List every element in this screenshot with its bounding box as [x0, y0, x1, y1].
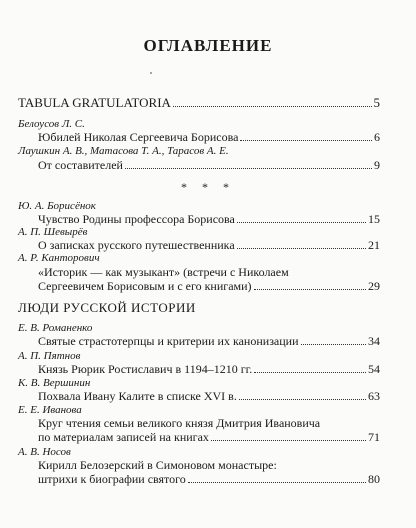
toc-entry [38, 212, 380, 226]
toc-author: А. П. Шевырёв [18, 226, 88, 238]
dot-leader [125, 168, 372, 169]
toc-entry [38, 472, 380, 486]
page-number: 5 [373, 95, 380, 110]
toc-entry [38, 158, 380, 172]
page-number: 34 [368, 334, 380, 348]
page-number: 6 [374, 130, 380, 144]
toc-entry [38, 430, 380, 444]
page-title: ОГЛАВЛЕНИЕ [143, 36, 273, 55]
dot-leader [254, 289, 366, 290]
dot-leader [237, 248, 366, 249]
toc-author: К. В. Вершинин [18, 377, 91, 389]
separator-asterisks: * * * [181, 180, 235, 194]
page-number: 29 [368, 279, 380, 293]
toc-entry [38, 389, 380, 403]
dot-leader [211, 440, 366, 441]
toc-entry-title-line1: Круг чтения семьи великого князя Дмитрия Ивановича [38, 416, 321, 430]
toc-entry-title-line1: «Историк — как музыкант» (встречи с Николаем [38, 265, 289, 279]
toc-author: А. В. Носов [18, 446, 71, 458]
toc-entry-title: От составителей [38, 158, 123, 172]
dot-leader [239, 399, 366, 400]
dot-leader [237, 222, 366, 223]
page-number: 9 [374, 158, 380, 172]
toc-entry-title: О записках русского путешественника [38, 238, 235, 252]
dot-leader [240, 140, 372, 141]
toc-entry-title: Юбилей Николая Сергеевича Борисова [38, 130, 239, 144]
toc-author: А. Р. Канторович [18, 252, 100, 264]
toc-entry [38, 130, 380, 144]
toc-author: Ю. А. Борисёнок [18, 200, 96, 212]
toc-entry-title: Чувство Родины профессора Борисова [38, 212, 235, 226]
toc-entry [38, 279, 380, 293]
toc-entry [38, 362, 380, 376]
toc-entry-title: Святые страстотерпцы и критерии их канонизации [38, 334, 299, 348]
dot-leader [173, 106, 372, 107]
dot-leader [188, 482, 366, 483]
page-number: 63 [368, 389, 380, 403]
toc-author: Е. Е. Иванова [18, 404, 82, 416]
page-number: 71 [368, 430, 380, 444]
dot-leader [301, 344, 366, 345]
toc-section-title: TABULA GRATULATORIA [18, 95, 171, 110]
toc-author: Белоусов Л. С. [18, 118, 85, 130]
page-number: 80 [368, 472, 380, 486]
toc-entry [38, 334, 380, 348]
print-speck [150, 72, 152, 74]
toc-section-tabula [18, 96, 380, 110]
page-number: 54 [368, 362, 380, 376]
page-number: 15 [368, 212, 380, 226]
section-heading: ЛЮДИ РУССКОЙ ИСТОРИИ [18, 300, 196, 315]
toc-author: А. П. Пятнов [18, 350, 81, 362]
toc-entry-title-line1: Кирилл Белозерский в Симоновом монастыре: [38, 458, 277, 472]
toc-author: Лаушкин А. В., Матасова Т. А., Тарасов А. Е. [18, 145, 229, 157]
toc-entry-title: Князь Рюрик Ростиславич в 1194–1210 гг. [38, 362, 253, 376]
toc-author: Е. В. Романенко [18, 322, 93, 334]
toc-entry-title-line2: штрихи к биографии святого [38, 472, 186, 486]
toc-entry-title-line2: по материалам записей на книгах [38, 430, 209, 444]
toc-entry-title: Похвала Ивану Калите в списке XVI в. [38, 389, 237, 403]
page-number: 21 [368, 238, 380, 252]
toc-entry-title-line2: Сергеевичем Борисовым и с его книгами) [38, 279, 252, 293]
toc-entry [38, 238, 380, 252]
dot-leader [254, 372, 366, 373]
